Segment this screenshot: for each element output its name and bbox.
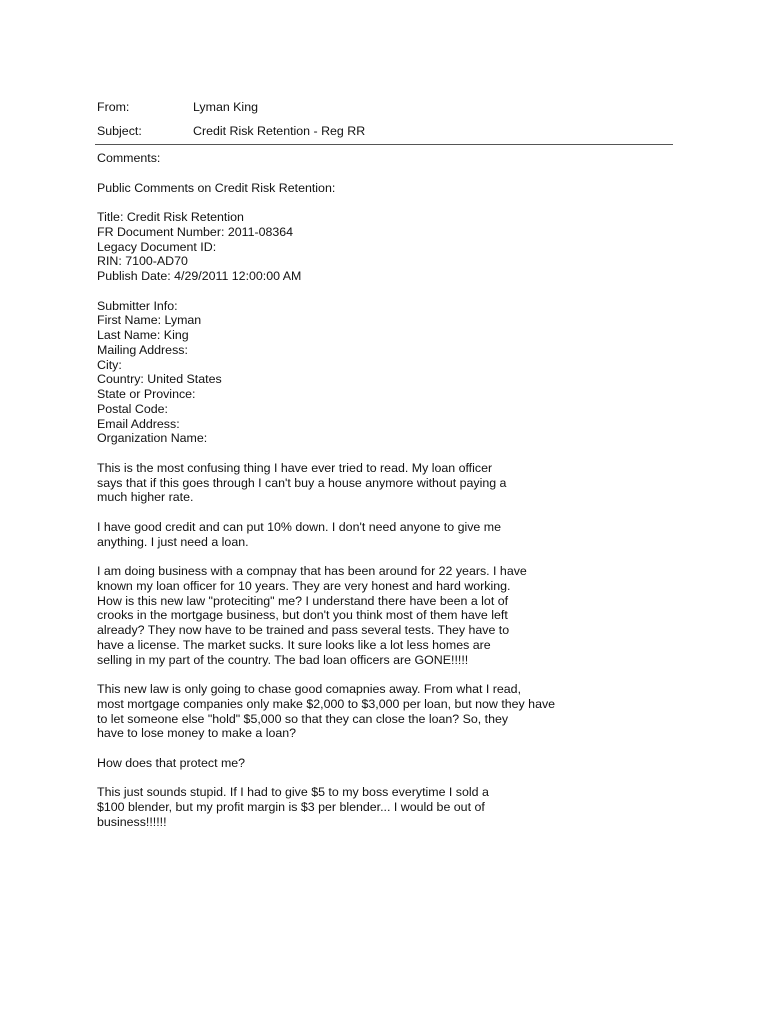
paragraph-line: I have good credit and can put 10% down. I don't need anyone to give me [97,519,501,534]
paragraph-line: This just sounds stupid. If I had to give $5 to my boss everytime I sold a [97,785,489,800]
paragraph-line: crooks in the mortgage business, but don't you think most of them have left [97,608,508,623]
submitter-postal-code: Postal Code: [97,401,168,416]
submitter-info-block [97,299,577,447]
paragraph-line: This is the most confusing thing I have ever tried to read. My loan officer [97,460,493,475]
comment-paragraph [97,785,577,829]
paragraph-line: anything. I just need a loan. [97,534,249,549]
doc-fr-number-line: FR Document Number: 2011-08364 [97,224,294,239]
comments-label: Comments: [97,151,161,165]
spacer [97,195,577,210]
paragraph-line: most mortgage companies only make $2,000 to $3,000 per loan, but now they have [97,696,556,711]
submitter-country: Country: United States [97,372,222,387]
spacer [97,667,577,682]
submitter-organization: Organization Name: [97,431,208,446]
submitter-last-name: Last Name: King [97,328,189,342]
paragraph-line: have a license. The market sucks. It sure looks like a lot less homes are [97,637,491,652]
submitter-first-name: First Name: Lyman [97,313,202,328]
spacer [97,284,577,299]
spacer [97,166,577,181]
comment-paragraph [97,564,577,667]
comment-body [97,151,577,830]
paragraph-line: says that if this goes through I can't buy a house anymore without paying a [97,475,507,490]
submitter-mailing-address: Mailing Address: [97,342,188,357]
paragraph-line: I am doing business with a compnay that has been around for 22 years. I have [97,564,527,578]
paragraph-line: How is this new law "proteciting" me? I understand there have been a lot of [97,593,509,608]
submitter-heading: Submitter Info: [97,298,178,313]
comment-paragraph [97,682,577,741]
paragraph-line: $100 blender, but my profit margin is $3 per blender... I would be out of [97,800,485,814]
paragraph-line: have to lose money to make a loan? [97,726,297,741]
from-label: From: [97,100,130,114]
subject-value: Credit Risk Retention - Reg RR [193,124,366,138]
spacer [97,549,577,564]
intro-line: Public Comments on Credit Risk Retention: [97,180,336,195]
comment-paragraph [97,461,577,505]
paragraph-line: already? They now have to be trained and pass several tests. They have to [97,623,510,637]
spacer [97,741,577,756]
doc-publish-date-line: Publish Date: 4/29/2011 12:00:00 AM [97,269,302,283]
submitter-city: City: [97,357,122,372]
header-divider [95,144,673,145]
paragraph-line: business!!!!!! [97,814,167,829]
paragraph-line: to let someone else "hold" $5,000 so that they can close the loan? So, they [97,711,509,726]
doc-title-line: Title: Credit Risk Retention [97,210,244,224]
paragraph-line: known my loan officer for 10 years. They are very honest and hard working. [97,578,511,593]
comment-paragraph [97,756,577,771]
doc-rin-line: RIN: 7100-AD70 [97,254,188,269]
doc-legacy-id-line: Legacy Document ID: [97,239,217,254]
spacer [97,446,577,461]
paragraph-line: How does that protect me? [97,755,246,770]
submitter-email: Email Address: [97,416,180,431]
spacer [97,771,577,786]
subject-label: Subject: [97,124,142,138]
paragraph-line: This new law is only going to chase good comapnies away. From what I read, [97,682,522,696]
submitter-state: State or Province: [97,387,196,401]
comment-paragraph [97,520,577,550]
spacer [97,505,577,520]
paragraph-line: selling in my part of the country. The bad loan officers are GONE!!!!! [97,652,469,667]
document-info-block [97,210,577,284]
from-value: Lyman King [193,100,258,114]
paragraph-line: much higher rate. [97,490,194,505]
